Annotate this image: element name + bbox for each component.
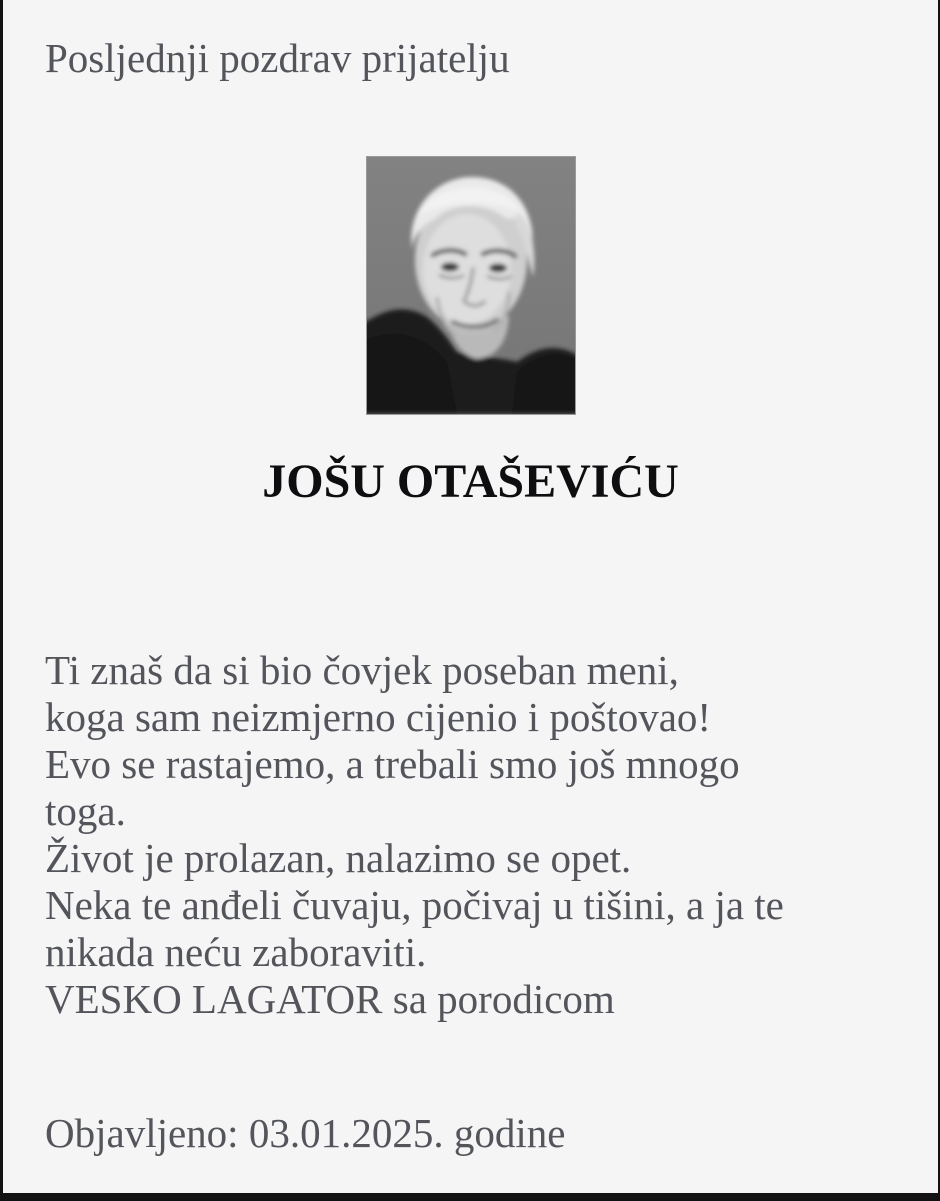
- message-line: Život je prolazan, nalazimo se opet.: [45, 835, 632, 882]
- greeting-line: Posljednji pozdrav prijatelju: [45, 35, 510, 81]
- portrait-photo: [367, 157, 575, 414]
- message-line: koga sam neizmjerno cijenio i poštovao!: [45, 694, 712, 741]
- message-line: Evo se rastajemo, a trebali smo još mnogo: [45, 741, 740, 788]
- signature-line: VESKO LAGATOR sa porodicom: [45, 976, 615, 1023]
- deceased-name: JOŠU OTAŠEVIĆU: [262, 455, 679, 509]
- message-line: nikada neću zaboraviti.: [45, 929, 427, 976]
- message-line: toga.: [45, 788, 126, 835]
- message-line: Ti znaš da si bio čovjek poseban meni,: [45, 647, 679, 694]
- published-date: Objavljeno: 03.01.2025. godine: [45, 1110, 566, 1157]
- portrait-photo-illustration: [367, 157, 575, 414]
- farewell-message: [45, 647, 898, 1023]
- message-line: Neka te anđeli čuvaju, počivaj u tišini, a ja te: [45, 882, 784, 929]
